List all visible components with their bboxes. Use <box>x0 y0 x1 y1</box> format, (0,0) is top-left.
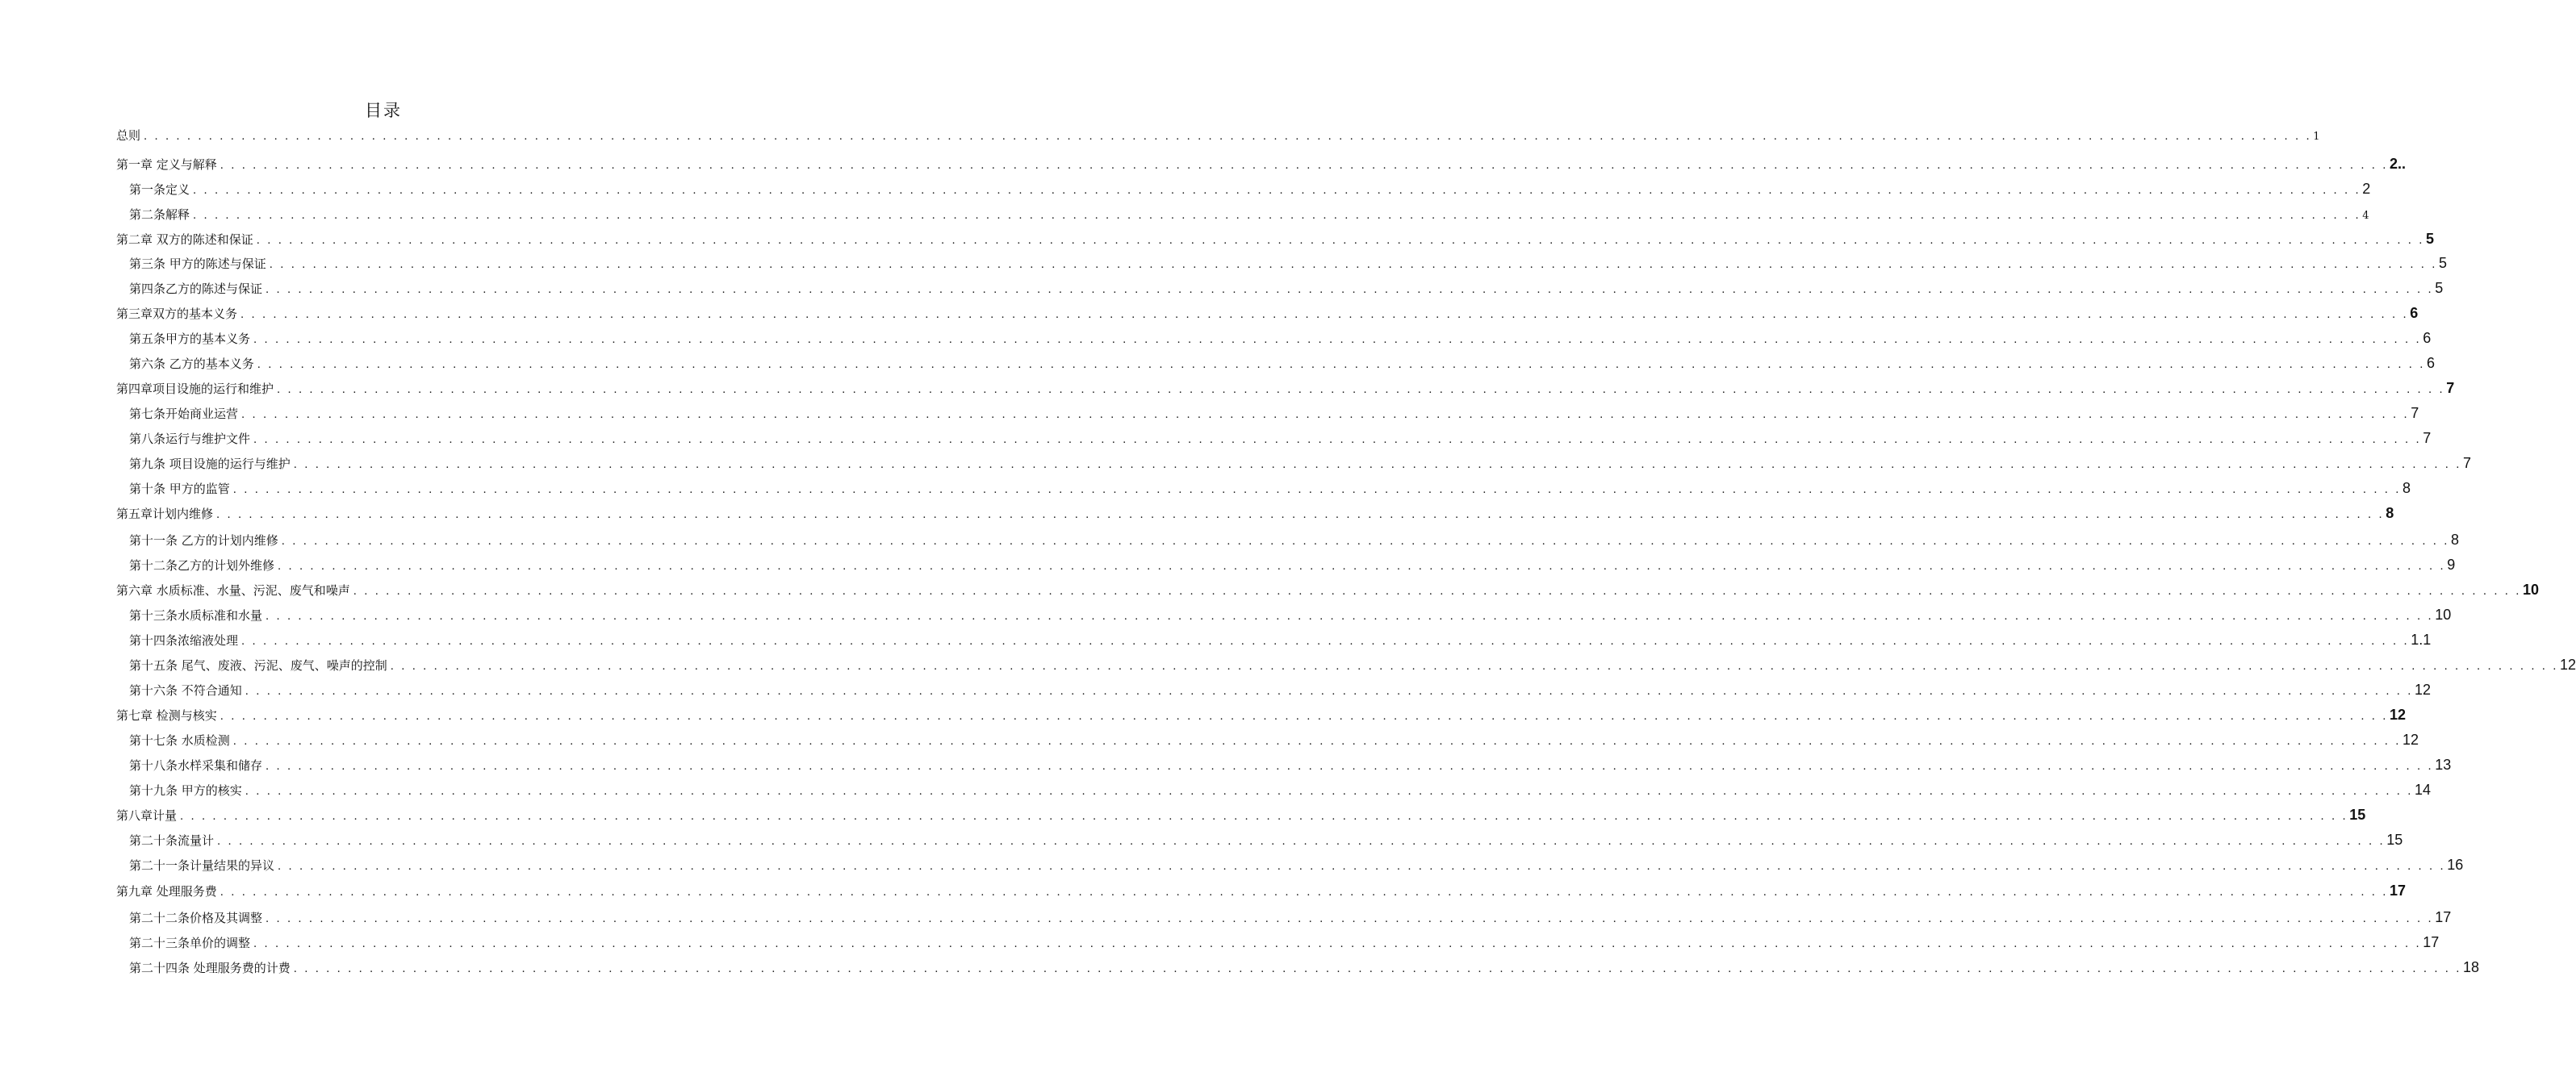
toc-page-number: 13 <box>2435 757 2452 773</box>
toc-entry-title: 第十二条乙方的计划外维修 <box>129 558 275 573</box>
toc-entry[interactable] <box>129 255 2447 274</box>
toc-entry-title: 第五条甲方的基本义务 <box>129 332 251 346</box>
toc-entry[interactable] <box>129 355 2435 374</box>
toc-page-number: 6 <box>2423 330 2432 346</box>
toc-page-number: 15 <box>2349 807 2366 823</box>
toc-entry-title: 第十八条水样采集和储存 <box>129 758 263 773</box>
toc-entry[interactable] <box>129 280 2444 299</box>
toc-entry[interactable] <box>116 707 2407 726</box>
toc-entry[interactable] <box>129 632 2432 651</box>
toc-page-number: 5 <box>2425 231 2434 247</box>
toc-page-number: 12 <box>2389 707 2407 723</box>
toc-entry[interactable] <box>129 181 2371 200</box>
toc-leader-dots: . . . . . . . . . . . . . . . . . . . . . . . . . . . . . . . . . . . . . . . . . . . . . . . . . . . . . . . . . . . . . . . . . . . . . . . . . . . . . . . . . . . . . . . . . . . . . . . . . . . . . . . . . . . . . . . . . . . . . . . . . . . . . . . . . . . . . . . . . . . . . . . . . . . . . . . . . . . . . . . . . . . . . . . . . . . . . . . . . . . . . . . . . . . . . . . . . . . . . . . . <box>278 561 2446 573</box>
toc-entry[interactable] <box>129 757 2452 776</box>
toc-page-number: 8 <box>2386 505 2394 521</box>
toc-entry-title: 第九条 项目设施的运行与维护 <box>129 457 291 471</box>
toc-entry-title: 第二十四条 处理服务费的计费 <box>129 961 291 975</box>
toc-entry[interactable] <box>116 883 2407 902</box>
toc-page-number: 18 <box>2462 959 2480 975</box>
toc-leader-dots: . . . . . . . . . . . . . . . . . . . . . . . . . . . . . . . . . . . . . . . . . . . . . . . . . . . . . . . . . . . . . . . . . . . . . . . . . . . . . . . . . . . . . . . . . . . . . . . . . . . . . . . . . . . . . . . . . . . . . . . . . . . . . . . . . . . . . . . . . . . . . . . . . . . . . . . . . . . . . . . . . . . . . . . . . . . . . . . . . . . . . . . . . . . . . . . . . . . . . . . . <box>253 334 2422 346</box>
toc-page-number: 10 <box>2522 582 2540 598</box>
toc-page-number: 15 <box>2386 832 2403 848</box>
toc-leader-dots: . . . . . . . . . . . . . . . . . . . . . . . . . . . . . . . . . . . . . . . . . . . . . . . . . . . . . . . . . . . . . . . . . . . . . . . . . . . . . . . . . . . . . . . . . . . . . . . . . . . . . . . . . . . . . . . . . . . . . . . . . . . . . . . . . . . . . . . . . . . . . . . . . . . . . . . . . . . . . . . . . . . . . . . . . . . . . . . . . . . . . . . . . . . . . . . . . . . . . . . . <box>269 259 2437 271</box>
toc-entry-title: 第六章 水质标准、水量、污泥、废气和噪声 <box>116 583 350 598</box>
toc-leader-dots: . . . . . . . . . . . . . . . . . . . . . . . . . . . . . . . . . . . . . . . . . . . . . . . . . . . . . . . . . . . . . . . . . . . . . . . . . . . . . . . . . . . . . . . . . . . . . . . . . . . . . . . . . . . . . . . . . . . . . . . . . . . . . . . . . . . . . . . . . . . . . . . . . . . . . . . . . . . . . . . . . . . . . . . . . . . . . . . . . . . . . . . . . . . . . . . . . . . . . . . . <box>266 284 2434 296</box>
toc-page-number: 9 <box>2447 557 2456 573</box>
toc-leader-dots: . . . . . . . . . . . . . . . . . . . . . . . . . . . . . . . . . . . . . . . . . . . . . . . . . . . . . . . . . . . . . . . . . . . . . . . . . . . . . . . . . . . . . . . . . . . . . . . . . . . . . . . . . . . . . . . . . . . . . . . . . . . . . . . . . . . . . . . . . . . . . . . . . . . . . . . . . . . . . . . . . . . . . . . . . . . . . . . . . . . . . . . . . . . . . . . . . . . . . . . . <box>278 861 2446 873</box>
toc-entry-title: 第四条乙方的陈述与保证 <box>129 282 263 296</box>
toc-entry[interactable] <box>129 657 2576 676</box>
toc-leader-dots: . . . . . . . . . . . . . . . . . . . . . . . . . . . . . . . . . . . . . . . . . . . . . . . . . . . . . . . . . . . . . . . . . . . . . . . . . . . . . . . . . . . . . . . . . . . . . . . . . . . . . . . . . . . . . . . . . . . . . . . . . . . . . . . . . . . . . . . . . . . . . . . . . . . . . . . . . . . . . . . . . . . . . . . . . . . . . . . . . . . . . . . . . . . . . . . . . . . . . . . . <box>232 736 2401 748</box>
toc-entry-title: 第十五条 尾气、废液、污泥、废气、噪声的控制 <box>129 658 387 673</box>
toc-entry[interactable] <box>129 732 2419 751</box>
toc-page-number: 1 <box>2313 131 2320 143</box>
toc-entry-title: 第九章 处理服务费 <box>116 884 217 899</box>
toc-page-number: 17 <box>2435 909 2452 925</box>
toc-page-number: 7 <box>2446 380 2455 396</box>
toc-page-number: 5 <box>2438 255 2447 271</box>
toc-entry[interactable] <box>129 480 2411 499</box>
toc-page-number: 2.. <box>2389 156 2406 172</box>
toc-page-number: 14 <box>2414 782 2432 798</box>
toc-leader-dots: . . . . . . . . . . . . . . . . . . . . . . . . . . . . . . . . . . . . . . . . . . . . . . . . . . . . . . . . . . . . . . . . . . . . . . . . . . . . . . . . . . . . . . . . . . . . . . . . . . . . . . . . . . . . . . . . . . . . . . . . . . . . . . . . . . . . . . . . . . . . . . . . . . . . . . . . . . . . . . . . . . . . . . . . . . . . . . . . . . . . . . . . . . . . . . . . . . . . . . . . <box>253 938 2422 950</box>
toc-page-number: 12 <box>2559 657 2576 673</box>
toc-entry[interactable] <box>116 582 2540 601</box>
toc-leader-dots: . . . . . . . . . . . . . . . . . . . . . . . . . . . . . . . . . . . . . . . . . . . . . . . . . . . . . . . . . . . . . . . . . . . . . . . . . . . . . . . . . . . . . . . . . . . . . . . . . . . . . . . . . . . . . . . . . . . . . . . . . . . . . . . . . . . . . . . . . . . . . . . . . . . . . . . . . . . . . . . . . . . . . . . . . . . . . . . . . . . . . . . . . . . . . . . . . . . . . . . . <box>241 409 2410 421</box>
toc-entry-title: 第二十条流量计 <box>129 833 215 848</box>
toc-leader-dots: . . . . . . . . . . . . . . . . . . . . . . . . . . . . . . . . . . . . . . . . . . . . . . . . . . . . . . . . . . . . . . . . . . . . . . . . . . . . . . . . . . . . . . . . . . . . . . . . . . . . . . . . . . . . . . . . . . . . . . . . . . . . . . . . . . . . . . . . . . . . . . . . . . . . . . . . . . . . . . . . . . . . . . . . . . . . . . . . . . . . . . . . . . . . . . . . . . . . . . . . <box>232 484 2401 496</box>
toc-entry[interactable] <box>129 405 2419 424</box>
toc-entry-title: 第七章 检测与核实 <box>116 708 217 723</box>
toc-title: 目录 <box>365 101 402 120</box>
toc-leader-dots: . . . . . . . . . . . . . . . . . . . . . . . . . . . . . . . . . . . . . . . . . . . . . . . . . . . . . . . . . . . . . . . . . . . . . . . . . . . . . . . . . . . . . . . . . . . . . . . . . . . . . . . . . . . . . . . . . . . . . . . . . . . . . . . . . . . . . . . . . . . . . . . . . . . . . . . . . . . . . . . . . . . . . . . . . . . . . . . . . . . . . . . . . . . . . . . . . . . . . . . . <box>240 309 2409 321</box>
toc-entry-title: 第三章双方的基本义务 <box>116 307 238 321</box>
toc-leader-dots: . . . . . . . . . . . . . . . . . . . . . . . . . . . . . . . . . . . . . . . . . . . . . . . . . . . . . . . . . . . . . . . . . . . . . . . . . . . . . . . . . . . . . . . . . . . . . . . . . . . . . . . . . . . . . . . . . . . . . . . . . . . . . . . . . . . . . . . . . . . . . . . . . . . . . . . . . . . . . . . . . . . . . . . . . . . . . . . . . . . . . . . . . . . . . . . . . . . . . . . . <box>266 913 2434 925</box>
toc-entry-title: 第一章 定义与解释 <box>116 157 217 172</box>
toc-page-number: 5 <box>2435 280 2444 296</box>
toc-page-number: 1.1 <box>2411 632 2432 648</box>
toc-page-number: 4 <box>2362 210 2369 222</box>
toc-entry[interactable] <box>116 231 2434 250</box>
toc-entry-title: 第二章 双方的陈述和保证 <box>116 232 253 247</box>
toc-leader-dots: . . . . . . . . . . . . . . . . . . . . . . . . . . . . . . . . . . . . . . . . . . . . . . . . . . . . . . . . . . . . . . . . . . . . . . . . . . . . . . . . . . . . . . . . . . . . . . . . . . . . . . . . . . . . . . . . . . . . . . . . . . . . . . . . . . . . . . . . . . . . . . . . . . . . . . . . . . . . . . . . . . . . . . . . . . . . . . . . . . . . . . . . . . . . . . . . . . . . . . . . <box>353 586 2521 598</box>
toc-entry-title: 第八章计量 <box>116 808 178 823</box>
toc-entry[interactable] <box>129 782 2432 801</box>
toc-page-number: 7 <box>2423 430 2432 446</box>
toc-entry[interactable] <box>129 832 2403 851</box>
toc-leader-dots: . . . . . . . . . . . . . . . . . . . . . . . . . . . . . . . . . . . . . . . . . . . . . . . . . . . . . . . . . . . . . . . . . . . . . . . . . . . . . . . . . . . . . . . . . . . . . . . . . . . . . . . . . . . . . . . . . . . . . . . . . . . . . . . . . . . . . . . . . . . . . . . . . . . . . . . . . . . . . . . . . . . . . . . . . . . . . . . . . . . . . . . . . . . . . . . . . . . . . . . . <box>220 711 2388 723</box>
toc-page-number: 7 <box>2411 405 2419 421</box>
toc-page-number: 6 <box>2426 355 2435 371</box>
toc-entry[interactable] <box>129 682 2432 701</box>
toc-leader-dots: . . . . . . . . . . . . . . . . . . . . . . . . . . . . . . . . . . . . . . . . . . . . . . . . . . . . . . . . . . . . . . . . . . . . . . . . . . . . . . . . . . . . . . . . . . . . . . . . . . . . . . . . . . . . . . . . . . . . . . . . . . . . . . . . . . . . . . . . . . . . . . . . . . . . . . . . . . . . . . . . . . . . . . . . . . . . . . . . . . . . . . . . . . . . . . . . . . . . . . . . <box>193 210 2361 222</box>
toc-leader-dots: . . . . . . . . . . . . . . . . . . . . . . . . . . . . . . . . . . . . . . . . . . . . . . . . . . . . . . . . . . . . . . . . . . . . . . . . . . . . . . . . . . . . . . . . . . . . . . . . . . . . . . . . . . . . . . . . . . . . . . . . . . . . . . . . . . . . . . . . . . . . . . . . . . . . . . . . . . . . . . . . . . . . . . . . . . . . . . . . . . . . . . . . . . . . . . . . . . . . . . . . <box>193 185 2361 197</box>
toc-entry-title: 第四章项目设施的运行和维护 <box>116 382 274 396</box>
toc-entry-title: 第十九条 甲方的核实 <box>129 783 242 798</box>
toc-entry-title: 第二十三条单价的调整 <box>129 936 251 950</box>
toc-entry[interactable] <box>116 380 2455 399</box>
toc-entry-title: 第六条 乙方的基本义务 <box>129 357 254 371</box>
toc-page-number: 12 <box>2402 732 2419 748</box>
toc-entry[interactable] <box>116 305 2419 324</box>
toc-page-number: 7 <box>2462 455 2471 471</box>
toc-entry-title: 总则 <box>116 128 141 143</box>
toc-leader-dots: . . . . . . . . . . . . . . . . . . . . . . . . . . . . . . . . . . . . . . . . . . . . . . . . . . . . . . . . . . . . . . . . . . . . . . . . . . . . . . . . . . . . . . . . . . . . . . . . . . . . . . . . . . . . . . . . . . . . . . . . . . . . . . . . . . . . . . . . . . . . . . . . . . . . . . . . . . . . . . . . . . . . . . . . . . . . . . . . . . . . . . . . . . . . . . . . . . . . . . . . <box>241 636 2410 648</box>
toc-entry-title: 第十三条水质标准和水量 <box>129 608 263 623</box>
toc-page-number: 6 <box>2410 305 2419 321</box>
toc-leader-dots: . . . . . . . . . . . . . . . . . . . . . . . . . . . . . . . . . . . . . . . . . . . . . . . . . . . . . . . . . . . . . . . . . . . . . . . . . . . . . . . . . . . . . . . . . . . . . . . . . . . . . . . . . . . . . . . . . . . . . . . . . . . . . . . . . . . . . . . . . . . . . . . . . . . . . . . . . . . . . . . . . . . . . . . . . . . . . . . . . . . . . . . . . . . . . . . . . . . . . . . . <box>266 761 2434 773</box>
toc-entry[interactable] <box>129 206 2369 225</box>
toc-leader-dots: . . . . . . . . . . . . . . . . . . . . . . . . . . . . . . . . . . . . . . . . . . . . . . . . . . . . . . . . . . . . . . . . . . . . . . . . . . . . . . . . . . . . . . . . . . . . . . . . . . . . . . . . . . . . . . . . . . . . . . . . . . . . . . . . . . . . . . . . . . . . . . . . . . . . . . . . . . . . . . . . . . . . . . . . . . . . . . . . . . . . . . . . . . . . . . . . . . . . . . . . <box>293 459 2461 471</box>
toc-page-number: 16 <box>2447 857 2464 873</box>
toc-entry-title: 第二十一条计量结果的异议 <box>129 858 275 873</box>
toc-page-number: 8 <box>2450 532 2459 548</box>
toc-entry[interactable] <box>129 934 2440 954</box>
toc-leader-dots: . . . . . . . . . . . . . . . . . . . . . . . . . . . . . . . . . . . . . . . . . . . . . . . . . . . . . . . . . . . . . . . . . . . . . . . . . . . . . . . . . . . . . . . . . . . . . . . . . . . . . . . . . . . . . . . . . . . . . . . . . . . . . . . . . . . . . . . . . . . . . . . . . . . . . . . . . . . . . . . . . . . . . . . . . . . . . . . . . . . . . . . . . . . . . . . . . . . . . . . . <box>281 536 2449 548</box>
toc-entry-title: 第二条解释 <box>129 207 190 222</box>
toc-entry[interactable] <box>129 909 2452 929</box>
toc-leader-dots: . . . . . . . . . . . . . . . . . . . . . . . . . . . . . . . . . . . . . . . . . . . . . . . . . . . . . . . . . . . . . . . . . . . . . . . . . . . . . . . . . . . . . . . . . . . . . . . . . . . . . . . . . . . . . . . . . . . . . . . . . . . . . . . . . . . . . . . . . . . . . . . . . . . . . . . . . . . . . . . . . . . . . . . . . . . . . . . . . . . . . . . . . . . . . . . . . . . . . . . . <box>144 131 2312 143</box>
toc-leader-dots: . . . . . . . . . . . . . . . . . . . . . . . . . . . . . . . . . . . . . . . . . . . . . . . . . . . . . . . . . . . . . . . . . . . . . . . . . . . . . . . . . . . . . . . . . . . . . . . . . . . . . . . . . . . . . . . . . . . . . . . . . . . . . . . . . . . . . . . . . . . . . . . . . . . . . . . . . . . . . . . . . . . . . . . . . . . . . . . . . . . . . . . . . . . . . . . . . . . . . . . . <box>216 509 2385 521</box>
toc-entry-title: 第一条定义 <box>129 182 190 197</box>
toc-entry[interactable] <box>116 807 2366 826</box>
toc-page-number: 2 <box>2362 181 2371 197</box>
toc-entry[interactable] <box>129 532 2459 551</box>
toc-leader-dots: . . . . . . . . . . . . . . . . . . . . . . . . . . . . . . . . . . . . . . . . . . . . . . . . . . . . . . . . . . . . . . . . . . . . . . . . . . . . . . . . . . . . . . . . . . . . . . . . . . . . . . . . . . . . . . . . . . . . . . . . . . . . . . . . . . . . . . . . . . . . . . . . . . . . . . . . . . . . . . . . . . . . . . . . . . . . . . . . . . . . . . . . . . . . . . . . . . . . . . . . <box>266 611 2434 623</box>
toc-leader-dots: . . . . . . . . . . . . . . . . . . . . . . . . . . . . . . . . . . . . . . . . . . . . . . . . . . . . . . . . . . . . . . . . . . . . . . . . . . . . . . . . . . . . . . . . . . . . . . . . . . . . . . . . . . . . . . . . . . . . . . . . . . . . . . . . . . . . . . . . . . . . . . . . . . . . . . . . . . . . . . . . . . . . . . . . . . . . . . . . . . . . . . . . . . . . . . . . . . . . . . . . <box>253 434 2422 446</box>
toc-entry-title: 第八条运行与维护文件 <box>129 432 251 446</box>
toc-entry-title: 第十条 甲方的监管 <box>129 482 230 496</box>
toc-page-number: 12 <box>2414 682 2432 698</box>
toc-entry[interactable] <box>116 156 2406 175</box>
toc-leader-dots: . . . . . . . . . . . . . . . . . . . . . . . . . . . . . . . . . . . . . . . . . . . . . . . . . . . . . . . . . . . . . . . . . . . . . . . . . . . . . . . . . . . . . . . . . . . . . . . . . . . . . . . . . . . . . . . . . . . . . . . . . . . . . . . . . . . . . . . . . . . . . . . . . . . . . . . . . . . . . . . . . . . . . . . . . . . . . . . . . . . . . . . . . . . . . . . . . . . . . . . . <box>390 661 2558 673</box>
toc-entry[interactable] <box>129 959 2480 979</box>
toc-leader-dots: . . . . . . . . . . . . . . . . . . . . . . . . . . . . . . . . . . . . . . . . . . . . . . . . . . . . . . . . . . . . . . . . . . . . . . . . . . . . . . . . . . . . . . . . . . . . . . . . . . . . . . . . . . . . . . . . . . . . . . . . . . . . . . . . . . . . . . . . . . . . . . . . . . . . . . . . . . . . . . . . . . . . . . . . . . . . . . . . . . . . . . . . . . . . . . . . . . . . . . . . <box>293 963 2461 975</box>
toc-entry[interactable] <box>129 430 2432 449</box>
toc-leader-dots: . . . . . . . . . . . . . . . . . . . . . . . . . . . . . . . . . . . . . . . . . . . . . . . . . . . . . . . . . . . . . . . . . . . . . . . . . . . . . . . . . . . . . . . . . . . . . . . . . . . . . . . . . . . . . . . . . . . . . . . . . . . . . . . . . . . . . . . . . . . . . . . . . . . . . . . . . . . . . . . . . . . . . . . . . . . . . . . . . . . . . . . . . . . . . . . . . . . . . . . . <box>257 359 2425 371</box>
toc-entry-title: 第十六条 不符合通知 <box>129 683 242 698</box>
toc-leader-dots: . . . . . . . . . . . . . . . . . . . . . . . . . . . . . . . . . . . . . . . . . . . . . . . . . . . . . . . . . . . . . . . . . . . . . . . . . . . . . . . . . . . . . . . . . . . . . . . . . . . . . . . . . . . . . . . . . . . . . . . . . . . . . . . . . . . . . . . . . . . . . . . . . . . . . . . . . . . . . . . . . . . . . . . . . . . . . . . . . . . . . . . . . . . . . . . . . . . . . . . . <box>245 686 2413 698</box>
toc-leader-dots: . . . . . . . . . . . . . . . . . . . . . . . . . . . . . . . . . . . . . . . . . . . . . . . . . . . . . . . . . . . . . . . . . . . . . . . . . . . . . . . . . . . . . . . . . . . . . . . . . . . . . . . . . . . . . . . . . . . . . . . . . . . . . . . . . . . . . . . . . . . . . . . . . . . . . . . . . . . . . . . . . . . . . . . . . . . . . . . . . . . . . . . . . . . . . . . . . . . . . . . . <box>220 887 2388 899</box>
toc-leader-dots: . . . . . . . . . . . . . . . . . . . . . . . . . . . . . . . . . . . . . . . . . . . . . . . . . . . . . . . . . . . . . . . . . . . . . . . . . . . . . . . . . . . . . . . . . . . . . . . . . . . . . . . . . . . . . . . . . . . . . . . . . . . . . . . . . . . . . . . . . . . . . . . . . . . . . . . . . . . . . . . . . . . . . . . . . . . . . . . . . . . . . . . . . . . . . . . . . . . . . . . . <box>277 384 2445 396</box>
toc-entry[interactable] <box>116 127 2320 146</box>
toc-leader-dots: . . . . . . . . . . . . . . . . . . . . . . . . . . . . . . . . . . . . . . . . . . . . . . . . . . . . . . . . . . . . . . . . . . . . . . . . . . . . . . . . . . . . . . . . . . . . . . . . . . . . . . . . . . . . . . . . . . . . . . . . . . . . . . . . . . . . . . . . . . . . . . . . . . . . . . . . . . . . . . . . . . . . . . . . . . . . . . . . . . . . . . . . . . . . . . . . . . . . . . . . <box>217 836 2386 848</box>
toc-entry-title: 第七条开始商业运营 <box>129 407 239 421</box>
toc-entry[interactable] <box>129 857 2464 876</box>
toc-leader-dots: . . . . . . . . . . . . . . . . . . . . . . . . . . . . . . . . . . . . . . . . . . . . . . . . . . . . . . . . . . . . . . . . . . . . . . . . . . . . . . . . . . . . . . . . . . . . . . . . . . . . . . . . . . . . . . . . . . . . . . . . . . . . . . . . . . . . . . . . . . . . . . . . . . . . . . . . . . . . . . . . . . . . . . . . . . . . . . . . . . . . . . . . . . . . . . . . . . . . . . . . <box>220 160 2388 172</box>
toc-entry-title: 第十七条 水质检测 <box>129 733 230 748</box>
toc-page-number: 8 <box>2402 480 2411 496</box>
toc-entry-title: 第三条 甲方的陈述与保证 <box>129 257 266 271</box>
toc-leader-dots: . . . . . . . . . . . . . . . . . . . . . . . . . . . . . . . . . . . . . . . . . . . . . . . . . . . . . . . . . . . . . . . . . . . . . . . . . . . . . . . . . . . . . . . . . . . . . . . . . . . . . . . . . . . . . . . . . . . . . . . . . . . . . . . . . . . . . . . . . . . . . . . . . . . . . . . . . . . . . . . . . . . . . . . . . . . . . . . . . . . . . . . . . . . . . . . . . . . . . . . . <box>256 235 2424 247</box>
toc-entry[interactable] <box>129 455 2471 474</box>
toc-page-number: 17 <box>2423 934 2440 950</box>
toc-entry[interactable] <box>129 607 2452 626</box>
toc-entry[interactable] <box>116 505 2394 524</box>
toc-page-number: 10 <box>2435 607 2452 623</box>
toc-leader-dots: . . . . . . . . . . . . . . . . . . . . . . . . . . . . . . . . . . . . . . . . . . . . . . . . . . . . . . . . . . . . . . . . . . . . . . . . . . . . . . . . . . . . . . . . . . . . . . . . . . . . . . . . . . . . . . . . . . . . . . . . . . . . . . . . . . . . . . . . . . . . . . . . . . . . . . . . . . . . . . . . . . . . . . . . . . . . . . . . . . . . . . . . . . . . . . . . . . . . . . . . <box>180 811 2348 823</box>
toc-entry[interactable] <box>129 330 2432 349</box>
toc-entry-title: 第十一条 乙方的计划内维修 <box>129 533 278 548</box>
toc-leader-dots: . . . . . . . . . . . . . . . . . . . . . . . . . . . . . . . . . . . . . . . . . . . . . . . . . . . . . . . . . . . . . . . . . . . . . . . . . . . . . . . . . . . . . . . . . . . . . . . . . . . . . . . . . . . . . . . . . . . . . . . . . . . . . . . . . . . . . . . . . . . . . . . . . . . . . . . . . . . . . . . . . . . . . . . . . . . . . . . . . . . . . . . . . . . . . . . . . . . . . . . . <box>245 786 2413 798</box>
toc-entry-title: 第五章计划内维修 <box>116 507 214 521</box>
toc-entry[interactable] <box>129 557 2456 576</box>
toc-page-number: 17 <box>2389 883 2407 899</box>
toc-entry-title: 第十四条浓缩液处理 <box>129 633 239 648</box>
toc-entry-title: 第二十二条价格及其调整 <box>129 911 263 925</box>
